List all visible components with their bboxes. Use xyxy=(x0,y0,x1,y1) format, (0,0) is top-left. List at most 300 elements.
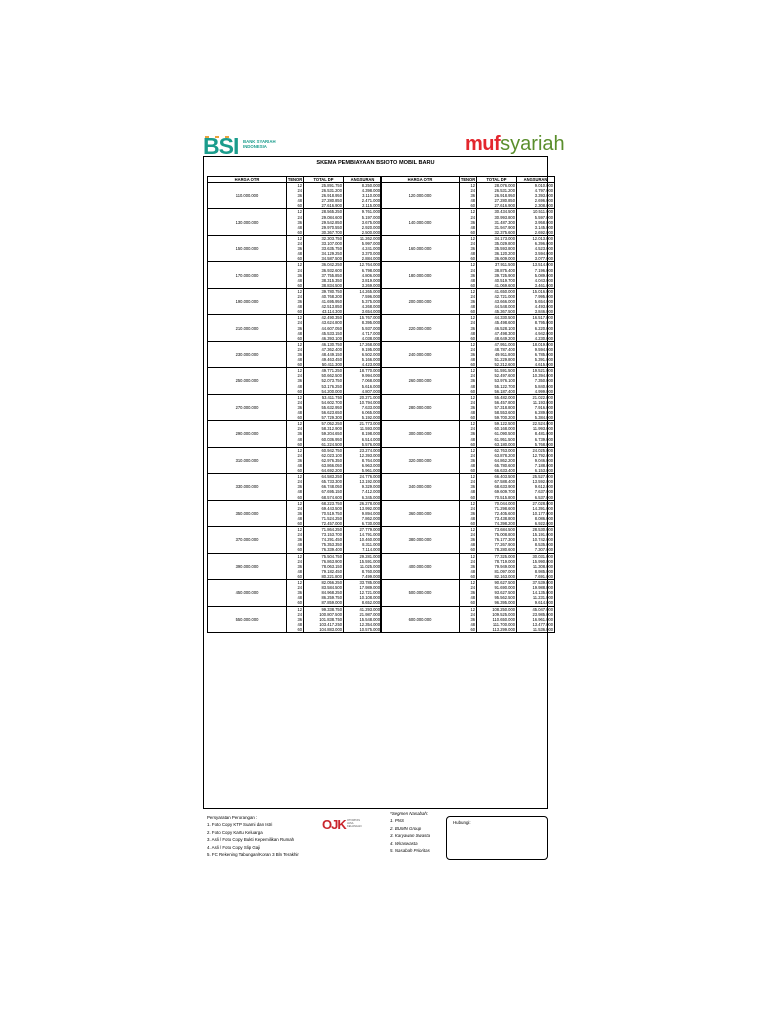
angsuran-cell: 30.031.000 xyxy=(517,553,555,559)
angsuran-cell: 9.614.000 xyxy=(517,600,555,606)
requirement-item: 1. Foto Copy KTP Suami dan Istri xyxy=(207,822,273,828)
total-dp-cell: 96.395.000 xyxy=(477,600,517,606)
tenor-cell: 48 xyxy=(460,622,477,627)
tenor-cell: 24 xyxy=(460,585,477,590)
tenor-cell: 24 xyxy=(287,294,304,299)
total-dp-cell: 110.650.000 xyxy=(477,617,517,622)
harga-otr-cell: 180.000.000 xyxy=(381,262,460,288)
tenor-cell: 36 xyxy=(287,273,304,278)
angsuran-cell: 8.086.000 xyxy=(517,516,555,521)
tenor-cell: 36 xyxy=(287,246,304,251)
tenor-cell: 48 xyxy=(287,516,304,521)
tenor-cell: 36 xyxy=(287,220,304,225)
total-dp-cell: 72.405.600 xyxy=(477,511,517,516)
angsuran-cell: 11.025.000 xyxy=(344,564,382,569)
angsuran-cell: 12.393.000 xyxy=(344,453,382,458)
total-dp-cell: 65.780.600 xyxy=(477,463,517,468)
angsuran-cell: 5.654.000 xyxy=(517,299,555,304)
tenor-cell: 12 xyxy=(460,606,477,612)
tenor-cell: 60 xyxy=(460,362,477,368)
tenor-cell: 12 xyxy=(287,474,304,480)
muf-logo-part2: syariah xyxy=(500,133,565,155)
tenor-cell: 60 xyxy=(460,283,477,289)
tenor-cell: 12 xyxy=(460,183,477,189)
angsuran-cell: 15.191.000 xyxy=(517,532,555,537)
total-dp-cell: 56.187.400 xyxy=(477,389,517,395)
angsuran-cell: 28.530.000 xyxy=(517,527,555,533)
tenor-cell: 12 xyxy=(460,421,477,427)
angsuran-cell: 5.937.000 xyxy=(344,326,382,331)
total-dp-cell: 75.008.800 xyxy=(477,532,517,537)
angsuran-cell: 15.548.000 xyxy=(344,617,382,622)
angsuran-cell: 5.197.000 xyxy=(344,215,382,220)
total-dp-cell: 56.457.800 xyxy=(477,400,517,405)
tenor-cell: 36 xyxy=(460,378,477,383)
tenor-cell: 24 xyxy=(460,320,477,325)
angsuran-cell: 9.594.000 xyxy=(517,347,555,352)
angsuran-cell: 27.028.000 xyxy=(517,500,555,506)
tenor-cell: 36 xyxy=(287,458,304,463)
angsuran-cell: 17.268.000 xyxy=(344,341,382,347)
angsuran-cell: 5.166.000 xyxy=(344,357,382,362)
angsuran-cell: 11.993.000 xyxy=(517,426,555,431)
total-dp-cell: 62.023.100 xyxy=(304,453,344,458)
tenor-cell: 36 xyxy=(287,537,304,542)
angsuran-cell: 20.271.000 xyxy=(344,394,382,400)
tenor-cell: 12 xyxy=(460,341,477,347)
harga-otr-cell: 190.000.000 xyxy=(208,288,287,314)
total-dp-cell: 68.574.600 xyxy=(304,495,344,501)
tenor-cell: 60 xyxy=(287,203,304,209)
ojk-text-line: KEUANGAN xyxy=(347,825,362,829)
bsi-logo-word: BSI xyxy=(203,133,239,159)
total-dp-cell: 47.362.400 xyxy=(304,347,344,352)
harga-otr-cell: 350.000.000 xyxy=(208,500,287,526)
tenor-cell: 24 xyxy=(460,373,477,378)
tenor-cell: 36 xyxy=(287,431,304,436)
tenor-cell: 60 xyxy=(287,415,304,421)
tenor-cell: 60 xyxy=(460,336,477,342)
harga-otr-cell: 300.000.000 xyxy=(381,421,460,447)
tenor-cell: 48 xyxy=(287,542,304,547)
tenor-cell: 12 xyxy=(460,580,477,586)
angsuran-cell: 15.591.000 xyxy=(344,559,382,564)
contact-label: Hubungi: xyxy=(453,820,471,825)
total-dp-cell: 55.122.700 xyxy=(477,384,517,389)
total-dp-cell: 37.755.850 xyxy=(304,273,344,278)
angsuran-cell: 11.193.000 xyxy=(517,400,555,405)
tenor-cell: 24 xyxy=(460,215,477,220)
angsuran-cell: 4.423.000 xyxy=(344,362,382,368)
angsuran-cell: 16.961.000 xyxy=(517,617,555,622)
tenor-cell: 36 xyxy=(287,590,304,595)
total-dp-cell: 33.107.000 xyxy=(304,241,344,246)
tenor-cell: 48 xyxy=(287,595,304,600)
segment-item: 2. BUMN Group xyxy=(390,825,422,831)
harga-otr-cell: 250.000.000 xyxy=(208,368,287,394)
total-dp-cell: 103.417.250 xyxy=(304,622,344,627)
tenor-cell: 12 xyxy=(287,262,304,268)
angsuran-cell: 5.089.000 xyxy=(517,273,555,278)
harga-otr-cell: 240.000.000 xyxy=(381,341,460,367)
total-dp-cell: 54.200.000 xyxy=(304,389,344,395)
tenor-cell: 36 xyxy=(287,405,304,410)
total-dp-cell: 69.609.700 xyxy=(477,489,517,494)
tenor-cell: 60 xyxy=(287,389,304,395)
total-dp-cell: 86.259.750 xyxy=(304,595,344,600)
tenor-cell: 60 xyxy=(287,468,304,474)
angsuran-cell: 7.307.000 xyxy=(517,547,555,553)
total-dp-cell: 66.748.050 xyxy=(304,484,344,489)
total-dp-cell: 53.176.250 xyxy=(304,384,344,389)
tenor-cell: 48 xyxy=(460,278,477,283)
total-dp-cell: 71.524.250 xyxy=(304,516,344,521)
harga-otr-cell: 310.000.000 xyxy=(208,447,287,473)
total-dp-cell: 63.878.200 xyxy=(477,453,517,458)
tenor-cell: 24 xyxy=(287,479,304,484)
angsuran-cell: 15.767.000 xyxy=(344,315,382,321)
angsuran-cell: 6.739.000 xyxy=(517,437,555,442)
tenor-cell: 48 xyxy=(460,198,477,203)
angsuran-cell: 6.798.000 xyxy=(344,268,382,273)
harga-otr-cell: 150.000.000 xyxy=(208,235,287,261)
header-harga-otr: HARGA OTR xyxy=(381,177,460,183)
total-dp-cell: 38.315.350 xyxy=(304,278,344,283)
total-dp-cell: 61.090.500 xyxy=(477,431,517,436)
tenor-cell: 60 xyxy=(287,336,304,342)
angsuran-cell: 13.192.000 xyxy=(344,479,382,484)
total-dp-cell: 29.542.850 xyxy=(304,220,344,225)
angsuran-cell: 7.499.000 xyxy=(344,574,382,580)
angsuran-cell: 10.742.000 xyxy=(517,537,555,542)
angsuran-cell: 3.846.000 xyxy=(517,309,555,315)
angsuran-cell: 3.269.000 xyxy=(344,283,382,289)
total-dp-cell: 50.411.300 xyxy=(304,362,344,368)
tenor-cell: 12 xyxy=(287,341,304,347)
total-dp-cell: 71.298.600 xyxy=(477,506,517,511)
angsuran-cell: 21.987.000 xyxy=(344,612,382,617)
angsuran-cell: 5.997.000 xyxy=(344,241,382,246)
tenor-cell: 36 xyxy=(460,458,477,463)
harga-otr-cell: 220.000.000 xyxy=(381,315,460,341)
angsuran-cell: 8.481.000 xyxy=(517,431,555,436)
tenor-cell: 48 xyxy=(460,437,477,442)
total-dp-cell: 48.649.200 xyxy=(477,336,517,342)
total-dp-cell: 74.291.450 xyxy=(304,537,344,542)
total-dp-cell: 64.862.200 xyxy=(477,458,517,463)
harga-otr-cell: 400.000.000 xyxy=(381,553,460,579)
angsuran-cell: 8.535.000 xyxy=(517,542,555,547)
total-dp-cell: 36.609.000 xyxy=(477,256,517,262)
total-dp-cell: 101.838.750 xyxy=(304,617,344,622)
total-dp-cell: 67.695.150 xyxy=(304,489,344,494)
angsuran-cell: 3.077.000 xyxy=(517,256,555,262)
tenor-cell: 24 xyxy=(287,559,304,564)
bsi-logo-tagline: BANK SYARIAH INDONESIA xyxy=(243,139,276,149)
angsuran-cell: 9.195.000 xyxy=(344,347,382,352)
total-dp-cell: 50.662.500 xyxy=(304,373,344,378)
tenor-cell: 48 xyxy=(287,225,304,230)
angsuran-cell: 7.350.000 xyxy=(517,378,555,383)
total-dp-cell: 70.515.800 xyxy=(477,495,517,501)
tenor-cell: 36 xyxy=(287,511,304,516)
harga-otr-cell: 450.000.000 xyxy=(208,580,287,606)
total-dp-cell: 68.633.900 xyxy=(477,484,517,489)
tenor-cell: 24 xyxy=(287,506,304,511)
segment-item: 5. Nasabah Prioritas xyxy=(390,848,430,854)
total-dp-cell: 36.932.600 xyxy=(304,268,344,273)
tenor-cell: 12 xyxy=(287,500,304,506)
ojk-text-line: JASA xyxy=(347,822,354,826)
total-dp-cell: 41.069.600 xyxy=(477,283,517,289)
tenor-cell: 60 xyxy=(287,600,304,606)
angsuran-cell: 17.989.000 xyxy=(344,585,382,590)
angsuran-cell: 11.536.000 xyxy=(517,627,555,633)
angsuran-cell: 6.537.000 xyxy=(517,495,555,501)
angsuran-cell: 7.862.000 xyxy=(344,516,382,521)
angsuran-cell: 4.241.000 xyxy=(344,246,382,251)
tenor-cell: 36 xyxy=(460,246,477,251)
angsuran-cell: 45.047.000 xyxy=(517,606,555,612)
total-dp-cell: 41.650.000 xyxy=(477,288,517,294)
tenor-cell: 12 xyxy=(460,368,477,374)
total-dp-cell: 66.403.500 xyxy=(477,474,517,480)
tenor-cell: 48 xyxy=(287,331,304,336)
harga-otr-cell: 370.000.000 xyxy=(208,527,287,553)
header-total-dp: TOTAL DP xyxy=(477,177,517,183)
total-dp-cell: 43.114.300 xyxy=(304,309,344,315)
total-dp-cell: 56.623.650 xyxy=(304,410,344,415)
tenor-cell: 12 xyxy=(460,262,477,268)
total-dp-cell: 31.947.900 xyxy=(477,225,517,230)
angsuran-cell: 9.894.000 xyxy=(344,511,382,516)
total-dp-cell: 62.763.000 xyxy=(477,447,517,453)
angsuran-cell: 6.153.000 xyxy=(517,468,555,474)
angsuran-cell: 15.990.000 xyxy=(517,559,555,564)
tenor-cell: 48 xyxy=(287,463,304,468)
total-dp-cell: 49.911.800 xyxy=(477,352,517,357)
angsuran-cell: 6.514.000 xyxy=(344,437,382,442)
angsuran-cell: 29.281.000 xyxy=(344,553,382,559)
angsuran-cell: 7.596.000 xyxy=(344,294,382,299)
tenor-cell: 36 xyxy=(460,273,477,278)
tenor-cell: 48 xyxy=(287,357,304,362)
total-dp-cell: 111.700.000 xyxy=(477,622,517,627)
requirement-item: 3. Asli / Foto Copy Bukti Kepemilikan Rumah xyxy=(207,837,295,843)
angsuran-cell: 5.384.000 xyxy=(517,415,555,421)
tenor-cell: 24 xyxy=(287,612,304,617)
angsuran-cell: 4.942.000 xyxy=(517,331,555,336)
angsuran-cell: 21.773.000 xyxy=(344,421,382,427)
harga-otr-cell: 270.000.000 xyxy=(208,394,287,420)
angsuran-cell: 6.220.000 xyxy=(517,326,555,331)
angsuran-cell: 2.115.000 xyxy=(344,203,382,209)
tenor-cell: 24 xyxy=(460,347,477,352)
tenor-cell: 60 xyxy=(460,495,477,501)
total-dp-cell: 78.719.000 xyxy=(477,559,517,564)
harga-otr-cell: 290.000.000 xyxy=(208,421,287,447)
angsuran-cell: 6.502.000 xyxy=(344,352,382,357)
total-dp-cell: 78.063.150 xyxy=(304,564,344,569)
total-dp-cell: 57.318.800 xyxy=(477,405,517,410)
tenor-cell: 48 xyxy=(287,251,304,256)
tenor-cell: 36 xyxy=(460,220,477,225)
total-dp-cell: 75.504.750 xyxy=(304,553,344,559)
tenor-cell: 24 xyxy=(287,453,304,458)
angsuran-cell: 9.010.000 xyxy=(517,183,555,189)
tenor-cell: 12 xyxy=(287,580,304,586)
tenor-cell: 36 xyxy=(287,299,304,304)
tenor-cell: 24 xyxy=(287,241,304,246)
total-dp-cell: 44.607.050 xyxy=(304,326,344,331)
angsuran-cell: 24.025.000 xyxy=(517,447,555,453)
tenor-cell: 24 xyxy=(287,426,304,431)
total-dp-cell: 58.553.600 xyxy=(477,410,517,415)
angsuran-cell: 13.592.000 xyxy=(517,479,555,484)
tenor-cell: 60 xyxy=(460,389,477,395)
tenor-cell: 36 xyxy=(460,352,477,357)
angsuran-cell: 10.108.000 xyxy=(344,595,382,600)
total-dp-cell: 76.863.900 xyxy=(304,559,344,564)
page-title: SKEMA PEMBIAYAAN BSIOTO MOBIL BARU xyxy=(316,160,435,166)
tenor-cell: 24 xyxy=(287,268,304,273)
total-dp-cell: 60.942.750 xyxy=(304,447,344,453)
tenor-cell: 12 xyxy=(287,368,304,374)
total-dp-cell: 47.498.300 xyxy=(477,331,517,336)
angsuran-cell: 13.514.000 xyxy=(517,262,555,268)
total-dp-cell: 63.866.050 xyxy=(304,463,344,468)
tenor-cell: 36 xyxy=(460,299,477,304)
tenor-cell: 60 xyxy=(287,283,304,289)
tenor-cell: 48 xyxy=(460,569,477,574)
total-dp-cell: 34.173.000 xyxy=(477,235,517,241)
tenor-cell: 60 xyxy=(287,574,304,580)
header-tenor: TENOR xyxy=(460,177,476,182)
angsuran-cell: 5.576.000 xyxy=(344,442,382,448)
angsuran-cell: 5.840.000 xyxy=(517,384,555,389)
tenor-cell: 12 xyxy=(460,553,477,559)
angsuran-cell: 2.471.000 xyxy=(344,198,382,203)
header-angsuran: ANGSURAN xyxy=(344,177,382,183)
angsuran-cell: 16.517.000 xyxy=(517,315,555,321)
tenor-cell: 60 xyxy=(460,442,477,448)
total-dp-cell: 40.768.200 xyxy=(304,294,344,299)
tenor-cell: 48 xyxy=(460,410,477,415)
angsuran-cell: 2.884.000 xyxy=(344,256,382,262)
angsuran-cell: 13.992.000 xyxy=(344,506,382,511)
tenor-cell: 24 xyxy=(287,215,304,220)
angsuran-cell: 3.145.000 xyxy=(517,225,555,230)
angsuran-cell: 5.961.000 xyxy=(344,468,382,474)
angsuran-cell: 37.539.000 xyxy=(517,580,555,586)
total-dp-cell: 32.303.750 xyxy=(304,235,344,241)
tenor-cell: 12 xyxy=(460,209,477,215)
total-dp-cell: 69.443.500 xyxy=(304,506,344,511)
total-dp-cell: 91.690.000 xyxy=(477,585,517,590)
tenor-cell: 48 xyxy=(287,304,304,309)
segment-item: 1. PNS xyxy=(390,818,404,824)
angsuran-cell: 27.779.000 xyxy=(344,527,382,533)
angsuran-cell: 14.135.000 xyxy=(517,590,555,595)
tenor-cell: 12 xyxy=(287,315,304,321)
total-dp-cell: 70.044.000 xyxy=(477,500,517,506)
tenor-cell: 36 xyxy=(287,378,304,383)
total-dp-cell: 43.624.800 xyxy=(304,320,344,325)
total-dp-cell: 30.434.500 xyxy=(477,209,517,215)
angsuran-cell: 3.110.000 xyxy=(344,193,382,198)
harga-otr-cell: 360.000.000 xyxy=(381,500,460,526)
angsuran-cell: 12.721.000 xyxy=(344,590,382,595)
header-total-dp: TOTAL DP xyxy=(304,177,344,183)
total-dp-cell: 37.911.500 xyxy=(477,262,517,268)
tenor-cell: 60 xyxy=(460,521,477,527)
angsuran-cell: 9.329.000 xyxy=(344,484,382,489)
angsuran-cell: 12.013.000 xyxy=(517,235,555,241)
tenor-cell: 48 xyxy=(287,569,304,574)
angsuran-cell: 4.523.000 xyxy=(517,246,555,251)
tenor-cell: 12 xyxy=(460,394,477,400)
total-dp-cell: 44.548.000 xyxy=(477,304,517,309)
tenor-cell: 12 xyxy=(287,527,304,533)
angsuran-cell: 6.730.000 xyxy=(344,521,382,527)
harga-otr-cell: 600.000.000 xyxy=(381,606,460,632)
angsuran-cell: 6.963.000 xyxy=(344,463,382,468)
total-dp-cell: 58.312.900 xyxy=(304,426,344,431)
angsuran-cell: 11.231.000 xyxy=(517,595,555,600)
angsuran-cell: 3.370.000 xyxy=(344,251,382,256)
ojk-logo-mark: OJK xyxy=(322,817,346,832)
angsuran-cell: 9.994.000 xyxy=(344,373,382,378)
angsuran-cell: 4.797.000 xyxy=(517,188,555,193)
total-dp-cell: 51.591.500 xyxy=(477,368,517,374)
angsuran-cell: 9.046.000 xyxy=(517,458,555,463)
angsuran-cell: 14.265.000 xyxy=(344,288,382,294)
tenor-cell: 24 xyxy=(460,241,477,246)
total-dp-cell: 30.367.700 xyxy=(304,230,344,236)
total-dp-cell: 38.834.500 xyxy=(304,283,344,289)
total-dp-cell: 59.122.500 xyxy=(477,421,517,427)
total-dp-cell: 52.212.600 xyxy=(477,362,517,368)
angsuran-cell: 6.345.000 xyxy=(344,495,382,501)
tenor-cell: 24 xyxy=(460,294,477,299)
total-dp-cell: 41.695.950 xyxy=(304,299,344,304)
bsi-logo-ornament xyxy=(205,125,245,128)
muf-logo-part1: muf xyxy=(465,133,501,155)
tenor-cell: 60 xyxy=(460,468,477,474)
angsuran-cell: 26.278.000 xyxy=(344,500,382,506)
harga-otr-cell: 120.000.000 xyxy=(381,183,460,209)
requirement-item: 5. FC Rekening Tabungan/Koran 3 Bln Terakhir xyxy=(207,852,299,858)
tenor-cell: 48 xyxy=(460,516,477,521)
total-dp-cell: 80.221.800 xyxy=(304,574,344,580)
angsuran-cell: 5.597.000 xyxy=(517,215,555,220)
total-dp-cell: 72.457.000 xyxy=(304,521,344,527)
angsuran-cell: 15.016.000 xyxy=(517,288,555,294)
tenor-cell: 60 xyxy=(460,600,477,606)
total-dp-cell: 73.438.800 xyxy=(477,516,517,521)
harga-otr-cell: 200.000.000 xyxy=(381,288,460,314)
harga-otr-cell: 280.000.000 xyxy=(381,394,460,420)
tenor-cell: 12 xyxy=(460,288,477,294)
tenor-cell: 24 xyxy=(460,453,477,458)
tenor-cell: 36 xyxy=(460,326,477,331)
total-dp-cell: 52.497.600 xyxy=(477,373,517,378)
tenor-cell: 24 xyxy=(460,268,477,273)
angsuran-cell: 8.985.000 xyxy=(517,569,555,574)
total-dp-cell: 67.588.400 xyxy=(477,479,517,484)
ojk-logo-text xyxy=(347,819,362,829)
angsuran-cell: 3.594.000 xyxy=(517,251,555,256)
